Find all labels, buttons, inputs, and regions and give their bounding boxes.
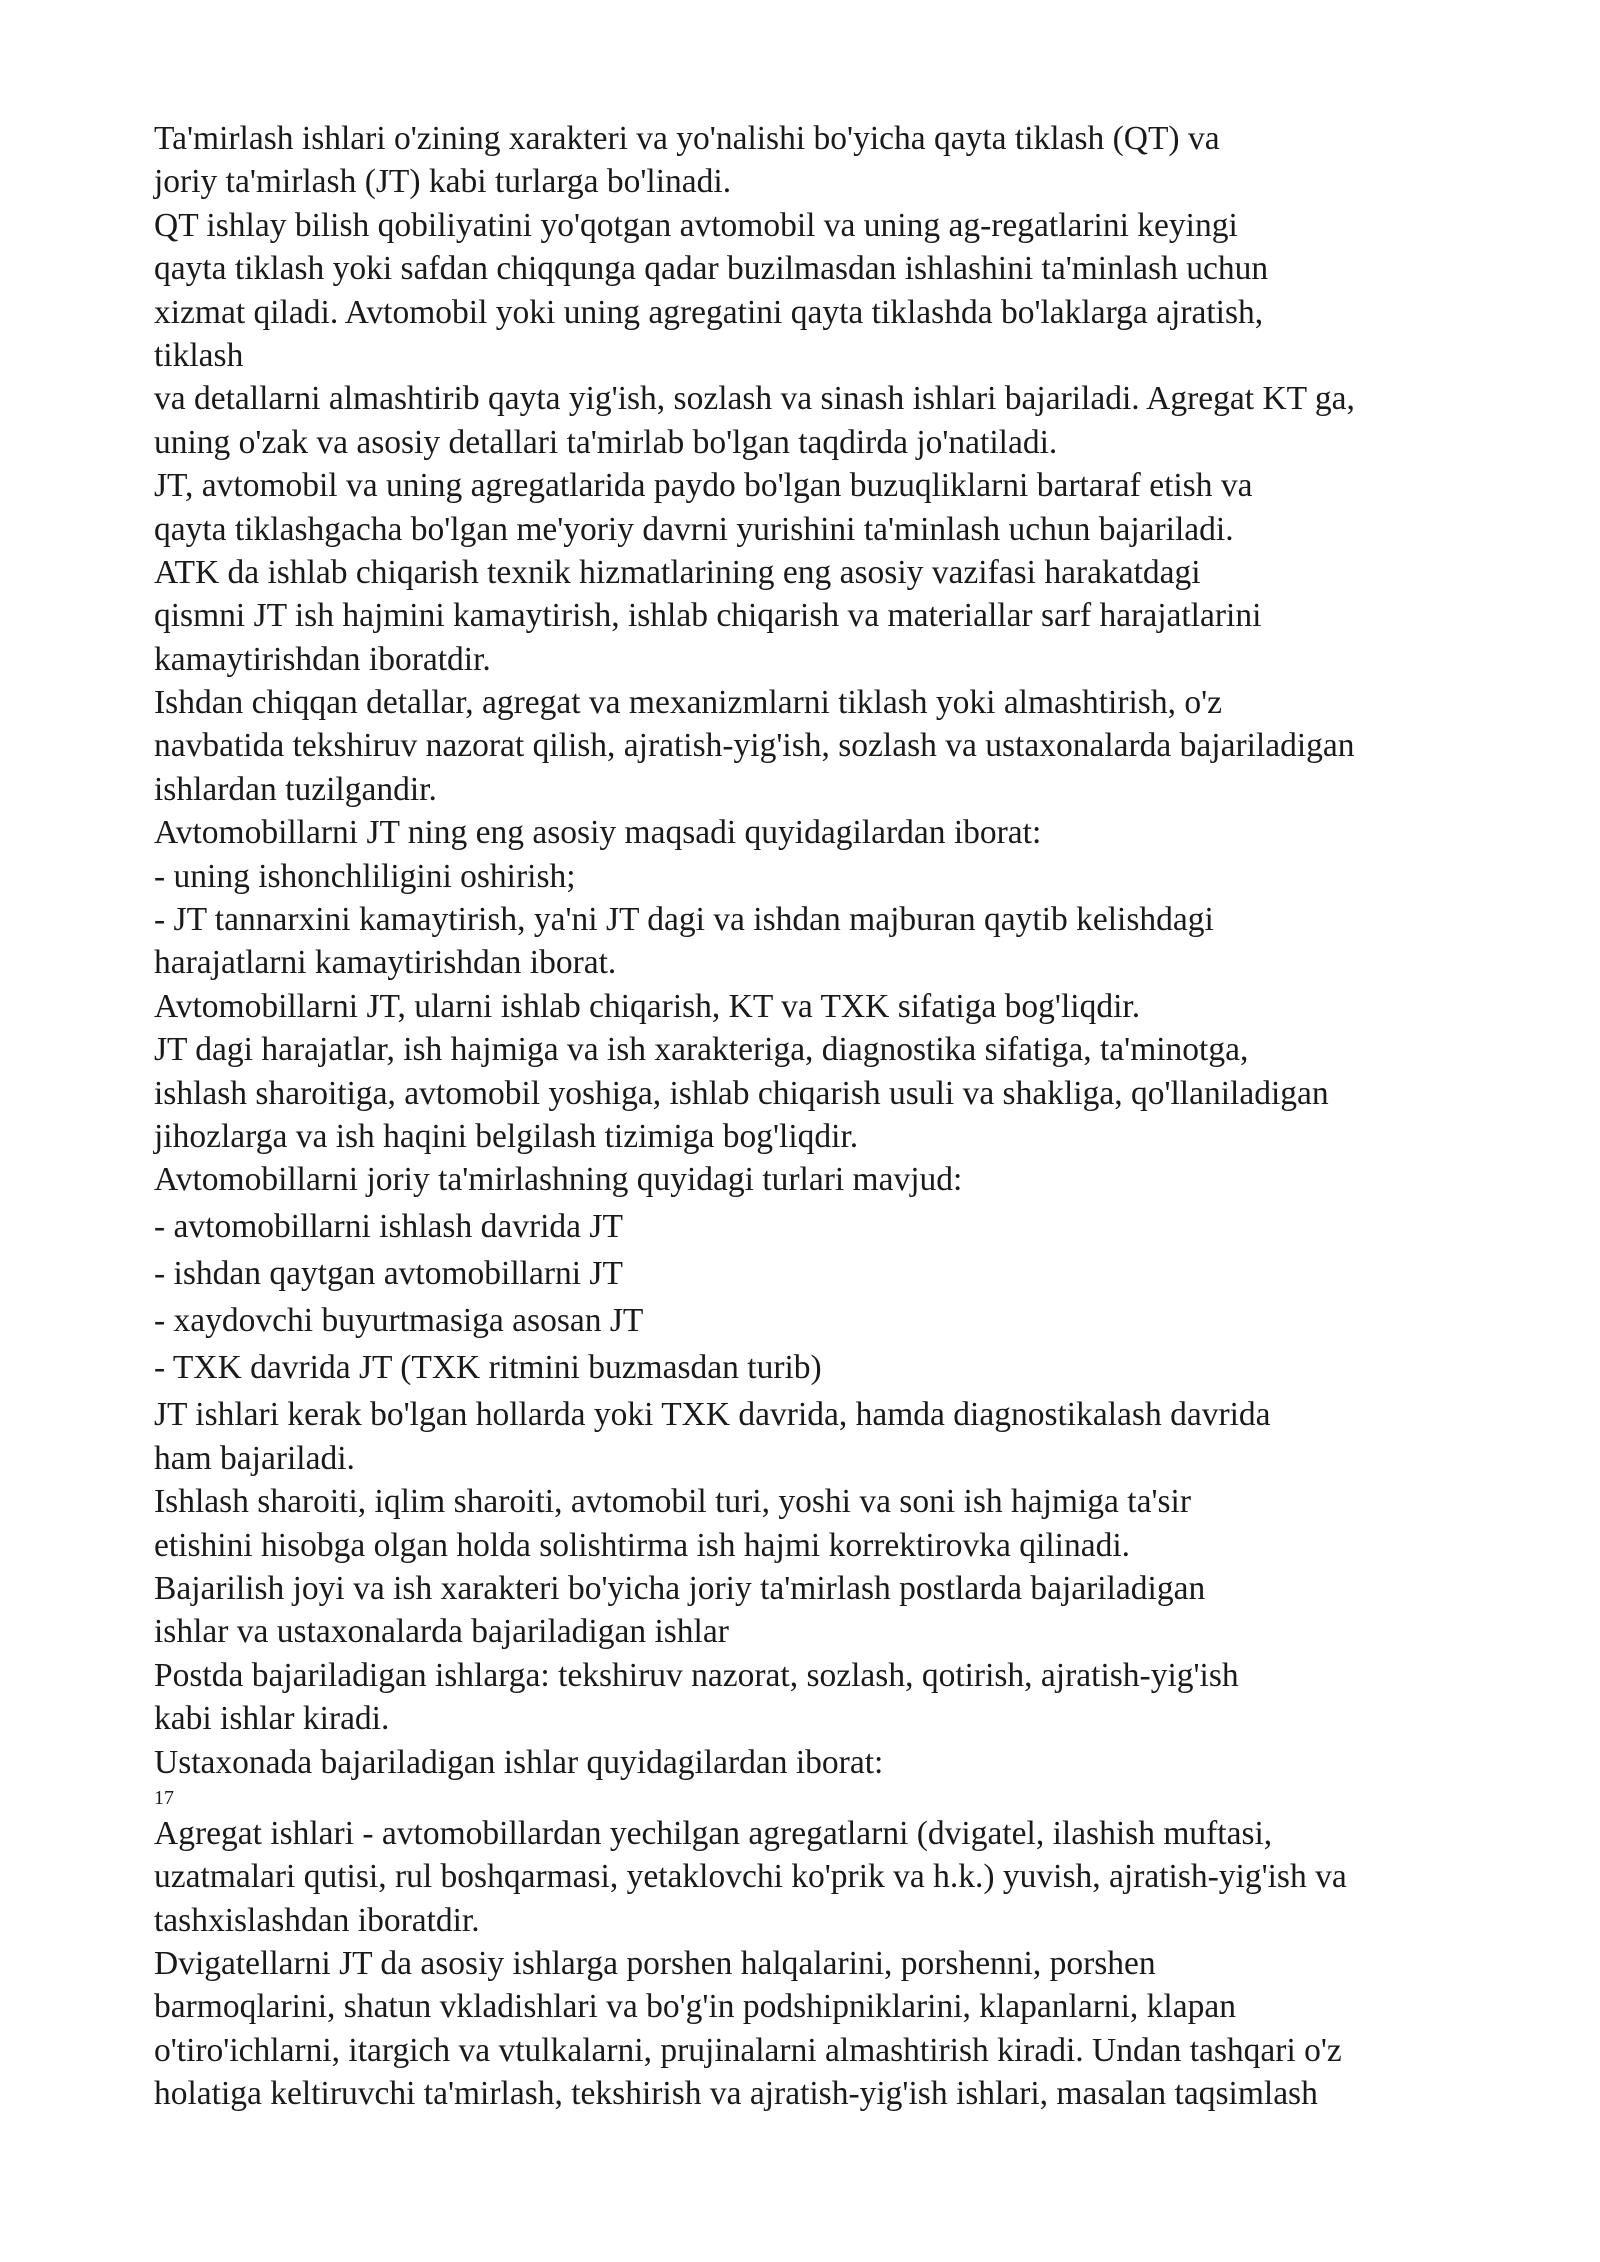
text-line: Bajarilish joyi va ish xarakteri bo'yicha joriy ta'mirlash postlarda bajariladigan (154, 1569, 1206, 1607)
text-line: Agregat ishlari - avtomobillardan yechilgan agregatlarni (dvigatel, ilashish muftasi, (154, 1814, 1273, 1852)
text-line: ATK da ishlab chiqarish texnik hizmatlarining eng asosiy vazifasi harakatdagi (154, 553, 1201, 591)
text-line: ishlash sharoitiga, avtomobil yoshiga, ishlab chiqarish usuli va shakliga, qo'llaniladigan (154, 1074, 1329, 1112)
text-line: - xaydovchi buyurtmasiga asosan JT (154, 1302, 644, 1340)
text-line: tiklash (154, 336, 244, 374)
text-line: Postda bajariladigan ishlarga: tekshiruv nazorat, sozlash, qotirish, ajratish-yig'ish (154, 1656, 1239, 1694)
text-line: Ishdan chiqqan detallar, agregat va mexanizmlarni tiklash yoki almashtirish, o'z (154, 684, 1222, 722)
text-line: uzatmalari qutisi, rul boshqarmasi, yetaklovchi ko'prik va h.k.) yuvish, ajratish-yig'ish va (154, 1858, 1347, 1896)
text-line: - JT tannarxini kamaytirish, ya'ni JT dagi va ishdan majburan qaytib kelishdagi (154, 901, 1214, 939)
text-line: Ishlash sharoiti, iqlim sharoiti, avtomobil turi, yoshi va soni ish hajmiga ta'sir (154, 1483, 1191, 1521)
text-line: ishlardan tuzilgandir. (154, 770, 437, 808)
text-line: - TXK davrida JT (TXK ritmini buzmasdan turib) (154, 1349, 822, 1387)
text-line: Avtomobillarni JT ning eng asosiy maqsadi quyidagilardan iborat: (154, 814, 1042, 852)
text-line: qismni JT ish hajmini kamaytirish, ishlab chiqarish va materiallar sarf harajatlarini (154, 597, 1262, 635)
text-line: Avtomobillarni joriy ta'mirlashning quyidagi turlari mavjud: (154, 1161, 963, 1199)
text-line: xizmat qiladi. Avtomobil yoki uning agregatini qayta tiklashda bo'laklarga ajratish, (154, 293, 1264, 331)
text-line: - avtomobillarni ishlash davrida JT (154, 1208, 623, 1246)
text-line: Ustaxonada bajariladigan ishlar quyidagilardan iborat: (154, 1743, 884, 1781)
text-line: holatiga keltiruvchi ta'mirlash, tekshirish va ajratish-yig'ish ishlari, masalan taqsimlash (154, 2075, 1318, 2113)
text-line: uning o'zak va asosiy detallari ta'mirlab bo'lgan taqdirda jo'natiladi. (154, 423, 1058, 461)
text-line: JT, avtomobil va uning agregatlarida paydo bo'lgan buzuqliklarni bartaraf etish va (154, 467, 1253, 505)
text-line: va detallarni almashtirib qayta yig'ish, sozlash va sinash ishlari bajariladi. Agregat KT ga, (154, 380, 1355, 418)
text-line: QT ishlay bilish qobiliyatini yo'qotgan avtomobil va uning ag-regatlarini keyingi (154, 206, 1238, 244)
text-block-intro (154, 117, 1534, 1158)
text-line: ham bajariladi. (154, 1439, 355, 1477)
text-line: etishini hisobga olgan holda solishtirma ish hajmi korrektirovka qilinadi. (154, 1526, 1131, 1564)
text-line: jihozlarga va ish haqini belgilash tizimiga bog'liqdir. (154, 1117, 859, 1155)
text-line: barmoqlarini, shatun vkladishlari va bo'g'in podshipniklarini, klapanlarni, klapan (154, 1988, 1236, 2026)
text-line: Ta'mirlash ishlari o'zining xarakteri va yo'nalishi bo'yicha qayta tiklash (QT) va (154, 120, 1220, 157)
text-line: Dvigatellarni JT da asosiy ishlarga porshen halqalarini, porshenni, porshen (154, 1945, 1156, 1983)
text-line: joriy ta'mirlash (JT) kabi turlarga bo'linadi. (154, 163, 732, 201)
text-block-workshop (154, 1393, 1534, 1784)
page-number: 17 (154, 1786, 174, 1809)
text-line: JT dagi harajatlar, ish hajmiga va ish xarakteriga, diagnostika sifatiga, ta'minotga, (154, 1031, 1249, 1069)
document-body (154, 117, 1534, 2116)
text-line: qayta tiklashgacha bo'lgan me'yoriy davrni yurishini ta'minlash uchun bajariladi. (154, 510, 1234, 548)
text-line: tashxislashdan iboratdir. (154, 1901, 480, 1939)
text-line: Avtomobillarni JT, ularni ishlab chiqarish, KT va TXK sifatiga bog'liqdir. (154, 987, 1141, 1025)
text-line: navbatida tekshiruv nazorat qilish, ajratish-yig'ish, sozlash va ustaxonalarda bajariladigan (154, 727, 1355, 765)
text-line: - ishdan qaytgan avtomobillarni JT (154, 1255, 623, 1293)
text-block-repair-types (154, 1158, 1534, 1393)
text-line: o'tiro'ichlarni, itargich va vtulkalarni, prujinalarni almashtirish kiradi. Undan tashqari o'z (154, 2031, 1342, 2069)
text-line: qayta tiklash yoki safdan chiqqunga qadar buzilmasdan ishlashini ta'minlash uchun (154, 250, 1269, 288)
text-block-aggregate-works (154, 1812, 1534, 2116)
text-line: kamaytirishdan iboratdir. (154, 640, 491, 678)
text-line: - uning ishonchliligini oshirish; (154, 857, 576, 895)
text-line: ishlar va ustaxonalarda bajariladigan ishlar (154, 1613, 729, 1651)
text-line: harajatlarni kamaytirishdan iborat. (154, 944, 617, 982)
text-line: JT ishlari kerak bo'lgan hollarda yoki TXK davrida, hamda diagnostikalash davrida (154, 1396, 1271, 1434)
text-line: kabi ishlar kiradi. (154, 1700, 390, 1738)
